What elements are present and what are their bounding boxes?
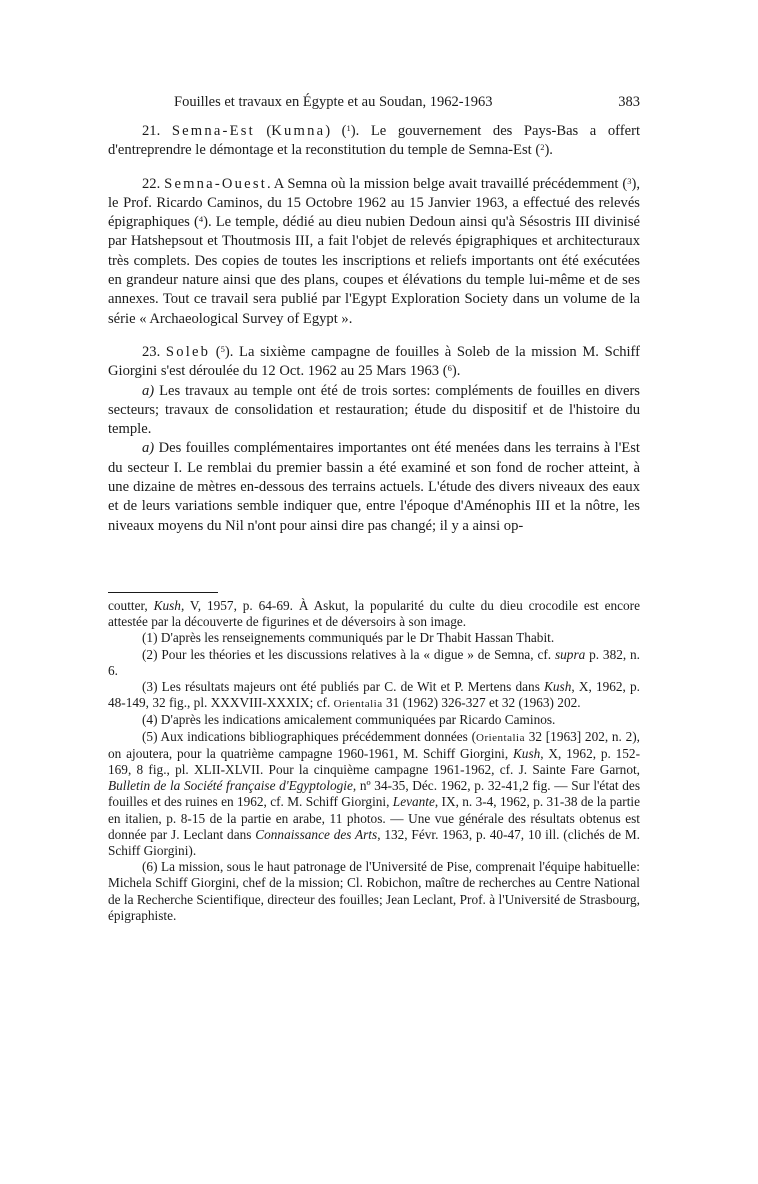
journal-title: Kush (512, 745, 541, 761)
footnote-ref: 3 (627, 175, 632, 186)
footnote-text: 32 [1963] 202, n. 2), on ajoutera, pour la quatrième campagne 1960-1961, M. Schiff Giorgini, (108, 728, 641, 761)
footnote-text: , X, 1962, p. 152-169, 8 fig., pl. XLII-XLVII. Pour la cinquième campagne 1961-1962, cf. J. Sainte Fare Garnot, (108, 745, 640, 778)
site-alt-name: Kumna (271, 123, 326, 139)
journal-title: Bulletin de la Société française d'Egyptologie (108, 778, 353, 794)
footnote-text: , 132, Févr. 1963, p. 40-47, 10 ill. (clichés de M. Schiff Giorgini). (108, 826, 641, 859)
footnote-3 (108, 679, 640, 712)
site-name: Soleb (165, 343, 211, 360)
journal-title: Orientalia (476, 731, 525, 744)
section-23-subparagraph-b (108, 439, 640, 535)
footnote-2 (108, 647, 640, 679)
footnote-text: D'après les renseignements communiqués par le Dr Thabit Hassan Thabit. (157, 630, 555, 646)
footnote-marker: (2) (142, 646, 158, 662)
subparagraph-marker: a) (142, 382, 155, 399)
journal-title: Levante (392, 794, 435, 810)
journal-title: Kush (544, 679, 572, 695)
footnote-text: coutter, (108, 598, 154, 613)
paragraph-text: . Le gouvernement des Pays-Bas a offert d'entreprendre le démontage et la reconstitution du temple de Semna-Est ( (108, 123, 640, 159)
latin-term: supra (554, 646, 586, 662)
footnote-text: p. 382, n. 6. (108, 646, 640, 678)
footnote-text: D'après les indications amicalement communiquées par Ricardo Caminos. (157, 712, 556, 728)
site-name: Semna-Ouest (164, 175, 267, 192)
footnote-ref: 1 (346, 123, 351, 133)
footnote-ref: 2 (540, 142, 545, 153)
page-number: 383 (618, 94, 640, 110)
footnote-text: La mission, sous le haut patronage de l'Université de Pise, comprenait l'équipe habituelle: Michela Schiff Giorgini, chef de la mission; Cl. Robichon, maître de recherches au Centre National de la Recherche Scientifique, directeur des fouilles; Jean Leclant, Prof. à l'Université de Strasbourg, épigraphiste. (108, 859, 640, 923)
footnote-continuation (108, 598, 640, 630)
footnote-5 (108, 729, 640, 860)
section-number: 23. (142, 343, 166, 360)
footnote-text: 31 (1962) 326-327 et 32 (1963) 202. (382, 695, 581, 711)
section-23-paragraph: 23. Soleb ($^5$). La sixième campagne de fouilles à Soleb de la mission M. Schiff Giorgini s'est déroulée du 12 Oct. 1962 au 25 Mars 1963 ($^6$). (108, 343, 640, 380)
footnote-ref: 6 (447, 363, 452, 374)
footnote-1 (108, 630, 640, 646)
footnote-separator (108, 592, 218, 593)
paragraph-text: . La sixième campagne de fouilles à Soleb de la mission M. Schiff Giorgini s'est déroulée du 12 Oct. 1962 au 25 Mars 1963 ( (108, 343, 640, 380)
footnote-4 (108, 712, 640, 728)
journal-title: Connaissance des Arts (255, 826, 378, 842)
footnote-text: Pour les théories et les discussions relatives à la « digue » de Semna, cf. (157, 646, 555, 662)
section-23-subparagraph-a (108, 382, 640, 440)
paragraph-text: . A Semna où la mission belge avait travaillé précédemment ( (266, 175, 628, 192)
footnote-6 (108, 859, 640, 924)
paragraph-text: ). Le temple, dédié au dieu nubien Dedoun ainsi qu'à Sésostris III divinisé par Hatshepsout et Thoutmosis III, a fait l'objet de relevés épigraphiques et architecturaux très complets. Des copies de toutes les inscriptions et reliefs importants ont été exécutées en grandeur nature ainsi que des plans, coupes et élévations du temple lui-même et de ses annexes. Tout ce travail sera publié par l'Egypt Exploration Society dans un volume de la série « Archaeological Survey of Egypt ». (108, 214, 640, 327)
footnote-marker: (1) (142, 630, 158, 646)
section-21-paragraph: 21. Semna-Est (Kumna) ($^1$). Le gouvernement des Pays-Bas a offert d'entreprendre le démontage et la reconstitution du temple de Semna-Est ($^2$). (108, 123, 640, 159)
section-number: 21. (142, 123, 172, 139)
paragraph-text: ), le Prof. Ricardo Caminos, du 15 Octobre 1962 au 15 Janvier 1963, a effectué des relevés épigraphiques ( (108, 175, 640, 231)
subparagraph-marker: a) (142, 440, 155, 457)
journal-title: Orientalia (333, 698, 383, 711)
paragraph-text: Les travaux au temple ont été de trois sortes: compléments de fouilles en divers secteurs; travaux de consolidation et restauration; étude du dispositif et de l'histoire du temple. (108, 382, 640, 438)
footnote-marker: (6) (142, 859, 158, 875)
footnote-marker: (4) (142, 712, 158, 728)
main-text (108, 122, 640, 550)
footnote-text: , V, 1957, p. 64-69. À Askut, la popularité du culte du dieu crocodile est encore attestée par la découverte de figurines et de déversoirs à son image. (108, 598, 640, 630)
footnote-text: , nº 34-35, Déc. 1962, p. 32-41,2 fig. — Sur l'état des fouilles et des ruines en 1962, cf. M. Schiff Giorgini, (108, 778, 641, 810)
footnotes (108, 598, 640, 924)
site-name: Semna-Est (171, 123, 255, 139)
running-title: Fouilles et travaux en Égypte et au Soudan, 1962-1963 (174, 94, 493, 110)
page-header (108, 94, 640, 116)
paragraph-text: ). (451, 363, 461, 380)
footnote-ref: 5 (220, 343, 225, 354)
footnote-text: , X, 1962, p. 48-149, 32 fig., pl. XXXVIII-XXXIX; cf. (108, 679, 640, 711)
section-number: 22. (142, 175, 165, 192)
footnote-marker: (3) (142, 679, 158, 695)
footnote-text: Aux indications bibliographiques précédemment données ( (157, 728, 477, 744)
paragraph-text: Des fouilles complémentaires importantes ont été menées dans les terrains à l'Est du secteur I. Le remblai du premier bassin a été examiné et son fond de rocher atteint, à une dizaine de mètres en-dessous des terrains actuels. L'étude des divers niveaux des eaux et de leurs variations semble indiquer que, entre l'époque d'Aménophis III et la nôtre, les niveaux moyens du Nil n'ont pour ainsi dire pas changé; il y a ainsi op- (108, 440, 640, 534)
footnote-marker: (5) (142, 728, 158, 744)
footnote-ref: 4 (198, 214, 204, 225)
paragraph-text: ). (544, 142, 553, 159)
section-22-paragraph (108, 175, 640, 329)
footnote-text: Les résultats majeurs ont été publiés par C. de Wit et P. Mertens dans (157, 679, 545, 695)
journal-title: Kush (153, 598, 181, 613)
footnote-text: , IX, n. 3-4, 1962, p. 31-38 de la partie en italien, p. 8-15 de la partie en arabe, 11 photos. — Une vue générale des résultats obtenus est donnée par J. Leclant dans (108, 794, 640, 842)
